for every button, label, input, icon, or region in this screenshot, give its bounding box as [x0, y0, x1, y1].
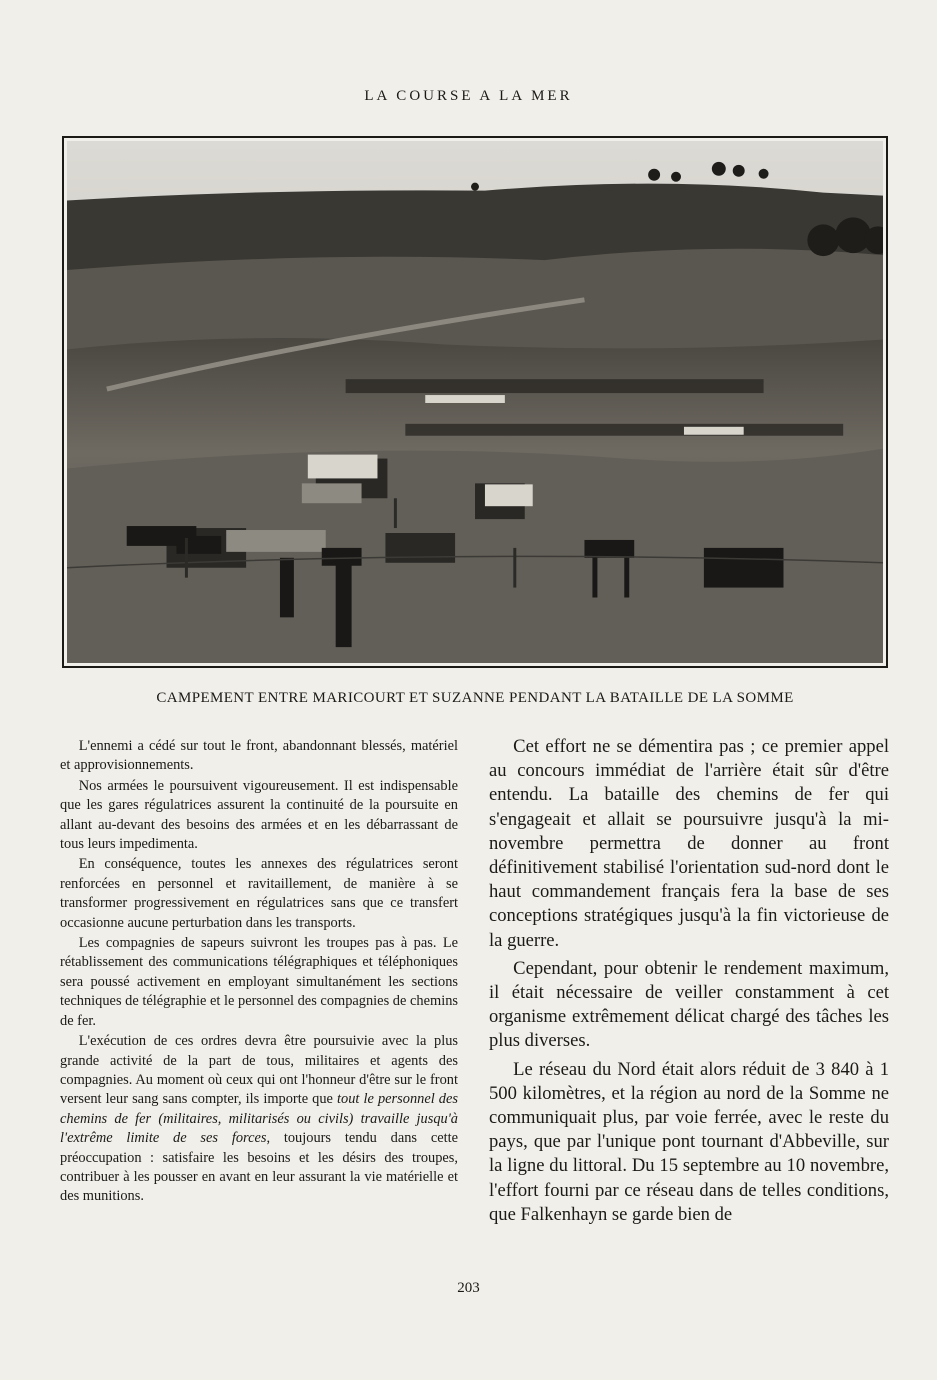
paragraph: Nos armées le poursuivent vigoureusement. Il est indispensable que les gares régulatrices assurent la continuité de la poursuite en allant au-devant des besoins des armées et en les débarrassant de tous leurs impedimenta.: [60, 777, 458, 853]
right-column: [489, 735, 889, 1231]
paragraph: Cet effort ne se démentira pas ; ce premier appel au concours immédiat de l'arrière était sûr d'être entendu. La bataille des chemins de fer qui s'engageait et allait se poursuivre jusqu'à la mi-novembre permettra de donner au front définitivement stabilisé l'orientation sud-nord dont le haut commandement français fera la base de ses conceptions stratégiques jusqu'à la fin victorieuse de la guerre.: [489, 736, 889, 951]
paragraph: [60, 1032, 458, 1207]
camp-photo-illustration: [67, 141, 883, 663]
figure-caption: CAMPEMENT ENTRE MARICOURT ET SUZANNE PENDANT LA BATAILLE DE LA SOMME: [156, 690, 794, 706]
paragraph: En conséquence, toutes les annexes des régulatrices seront renforcées en personnel et ravitaillement, de manière à se transformer progressivement en régulatrices sans que ce transfert occasionne aucune perturbation dans les transports.: [60, 856, 458, 931]
paragraph: Cependant, pour obtenir le rendement maximum, il était nécessaire de veiller constamment à cet organisme extrêmement délicat chargé des tâches les plus diverses.: [489, 957, 889, 1052]
paragraph: Le réseau du Nord était alors réduit de 3 840 à 1 500 kilomètres, et la région au nord de la Somme ne communiquait plus, par voie ferrée, avec le reste du pays, que par l'unique pont tournant d'Abbeville, sur la ligne du littoral. Du 15 septembre au 10 novembre, l'effort fourni par ce réseau dans de telles conditions, que Falkenhayn se garde bien de: [489, 1058, 889, 1225]
page-number: 203: [457, 1280, 480, 1296]
camp-photograph: [62, 136, 888, 668]
left-column: [60, 737, 458, 1208]
paragraph: L'ennemi a cédé sur tout le front, abandonnant blessés, matériel et approvisionnements.: [60, 738, 458, 774]
italic-emphasis: tout le personnel des chemins de fer (militaires, militarisés ou civils) travaille jusqu'à l'extrême limite de ses forces: [60, 1091, 458, 1147]
running-title: LA COURSE A LA MER: [364, 88, 573, 104]
text-run: L'exécution de ces ordres devra être poursuivie avec la plus grande activité de la part de tous, militaires et agents des compagnies. Au moment où ceux qui ont l'honneur d'être sur le front versent leur sang sans compter, ils importe que: [60, 1033, 458, 1108]
text-run: , toujours tendu dans cette préoccupation : satisfaire les besoins et les désirs des troupes, contribuer à les pousser en avant en leur assurant la vie matérielle et des munitions.: [60, 1130, 458, 1205]
paragraph: Les compagnies de sapeurs suivront les troupes pas à pas. Le rétablissement des communications télégraphiques et téléphoniques sera poussé activement en employant simultanément les sections techniques de télégraphie et le personnel des compagnies de chemins de fer.: [60, 935, 458, 1029]
